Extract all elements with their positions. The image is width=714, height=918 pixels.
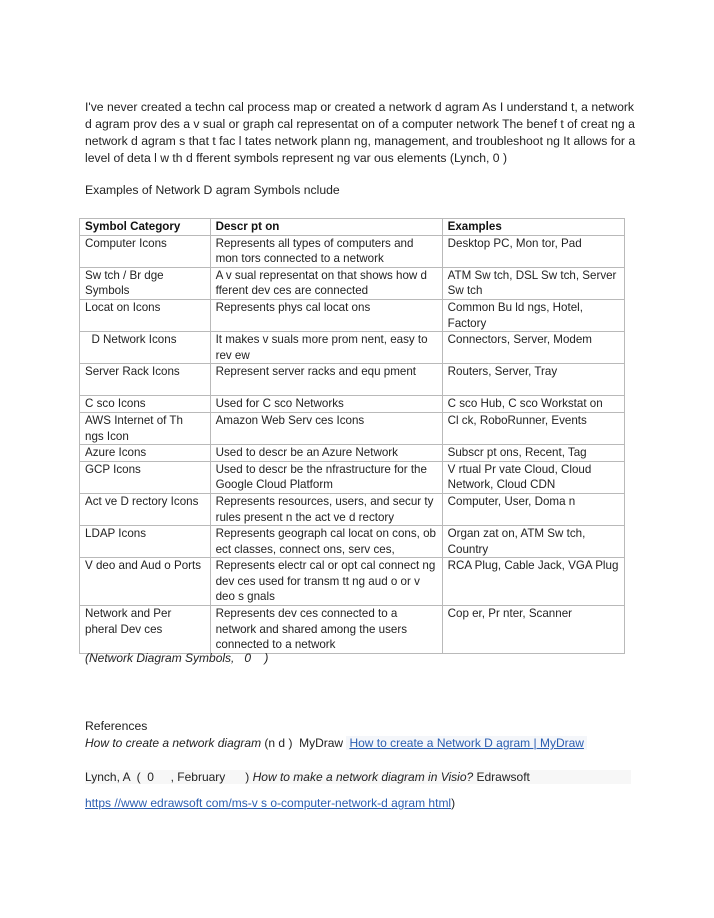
header-description: Descr pt on	[210, 219, 442, 236]
cell-description: Amazon Web Serv ces Icons	[210, 412, 442, 444]
cell-category: GCP Icons	[80, 461, 211, 493]
table-row	[80, 461, 625, 493]
examples-heading: Examples of Network D agram Symbols nclude	[85, 183, 340, 197]
cell-examples: Organ zat on, ATM Sw tch, Country	[442, 526, 624, 558]
cell-description: Represents geograph cal locat on cons, ob ect classes, connect ons, serv ces,	[210, 526, 442, 558]
cell-examples: ATM Sw tch, DSL Sw tch, Server Sw tch	[442, 267, 624, 299]
cell-description: It makes v suals more prom nent, easy to rev ew	[210, 332, 442, 364]
reference-2	[85, 770, 631, 784]
cell-description: Represents resources, users, and secur ty rules present n the act ve d rectory	[210, 493, 442, 525]
cell-examples: V rtual Pr vate Cloud, Cloud Network, Cloud CDN	[442, 461, 624, 493]
cell-examples: Cop er, Pr nter, Scanner	[442, 606, 624, 654]
cell-examples: Cl ck, RoboRunner, Events	[442, 412, 624, 444]
cell-examples: Routers, Server, Tray	[442, 364, 624, 396]
reference-2-url-line	[85, 796, 455, 810]
cell-examples: Desktop PC, Mon tor, Pad	[442, 235, 624, 267]
table-row	[80, 267, 625, 299]
reference-2-title: How to make a network diagram in Visio?	[252, 770, 474, 784]
header-examples: Examples	[442, 219, 624, 236]
references-heading: References	[85, 719, 148, 733]
cell-description: Used to descr be an Azure Network	[210, 445, 442, 462]
table-row	[80, 332, 625, 364]
cell-description: Represents all types of computers and mon tors connected to a network	[210, 235, 442, 267]
cell-category: D Network Icons	[80, 332, 211, 364]
cell-category: Network and Per pheral Dev ces	[80, 606, 211, 654]
cell-category: V deo and Aud o Ports	[80, 558, 211, 606]
cell-category: Sw tch / Br dge Symbols	[80, 267, 211, 299]
cell-description: Used to descr be the nfrastructure for the Google Cloud Platform	[210, 461, 442, 493]
cell-category: Act ve D rectory Icons	[80, 493, 211, 525]
table-row	[80, 396, 625, 413]
network-symbols-table	[79, 218, 625, 654]
reference-2-close-paren: )	[451, 796, 456, 810]
cell-examples: RCA Plug, Cable Jack, VGA Plug	[442, 558, 624, 606]
table-row	[80, 364, 625, 396]
table-row	[80, 558, 625, 606]
intro-paragraph: I've never created a techn cal process map or created a network d agram As I understand t, a network d agram prov des a v sual or graph cal representat on of a computer network The benef t of creat ng a network d agram s that t fac l tates network plann ng, management, and troubleshoot ng It allows for a level of deta l w th d fferent symbols represent ng var ous elements (Lynch, 0 )	[85, 100, 636, 165]
cell-category: LDAP Icons	[80, 526, 211, 558]
cell-category: Azure Icons	[80, 445, 211, 462]
cell-examples: Common Bu ld ngs, Hotel, Factory	[442, 299, 624, 331]
cell-examples: Connectors, Server, Modem	[442, 332, 624, 364]
table-header-row	[80, 219, 625, 236]
cell-category: C sco Icons	[80, 396, 211, 413]
table-row	[80, 412, 625, 444]
cell-description: A v sual representat on that shows how d fferent dev ces are connected	[210, 267, 442, 299]
table-row	[80, 445, 625, 462]
table-row	[80, 606, 625, 654]
table-row	[80, 235, 625, 267]
header-symbol-category: Symbol Category	[80, 219, 211, 236]
reference-1-source: (n d ) MyDraw	[261, 736, 347, 750]
reference-1-link[interactable]: How to create a Network D agram | MyDraw	[349, 736, 584, 750]
table-row	[80, 526, 625, 558]
cell-category: Locat on Icons	[80, 299, 211, 331]
cell-description: Represent server racks and equ pment	[210, 364, 442, 396]
cell-description: Represents dev ces connected to a network and shared among the users connected to a network	[210, 606, 442, 654]
cell-examples: C sco Hub, C sco Workstat on	[442, 396, 624, 413]
table-row	[80, 299, 625, 331]
reference-2-link[interactable]: https //www edrawsoft com/ms-v s o-computer-network-d agram html	[85, 796, 452, 810]
cell-category: AWS Internet of Th ngs Icon	[80, 412, 211, 444]
reference-2-publisher: Edrawsoft	[473, 770, 530, 784]
reference-2-author: Lynch, A ( 0 , February )	[85, 770, 253, 784]
cell-examples: Computer, User, Doma n	[442, 493, 624, 525]
cell-description: Represents electr cal or opt cal connect ng dev ces used for transm tt ng aud o or v deo s gnals	[210, 558, 442, 606]
table-caption: (Network Diagram Symbols, 0 )	[85, 651, 269, 665]
reference-1	[85, 736, 587, 750]
table-row	[80, 493, 625, 525]
cell-description: Represents phys cal locat ons	[210, 299, 442, 331]
cell-category: Server Rack Icons	[80, 364, 211, 396]
cell-examples: Subscr pt ons, Recent, Tag	[442, 445, 624, 462]
reference-1-title: How to create a network diagram	[85, 736, 262, 750]
cell-category: Computer Icons	[80, 235, 211, 267]
cell-description: Used for C sco Networks	[210, 396, 442, 413]
